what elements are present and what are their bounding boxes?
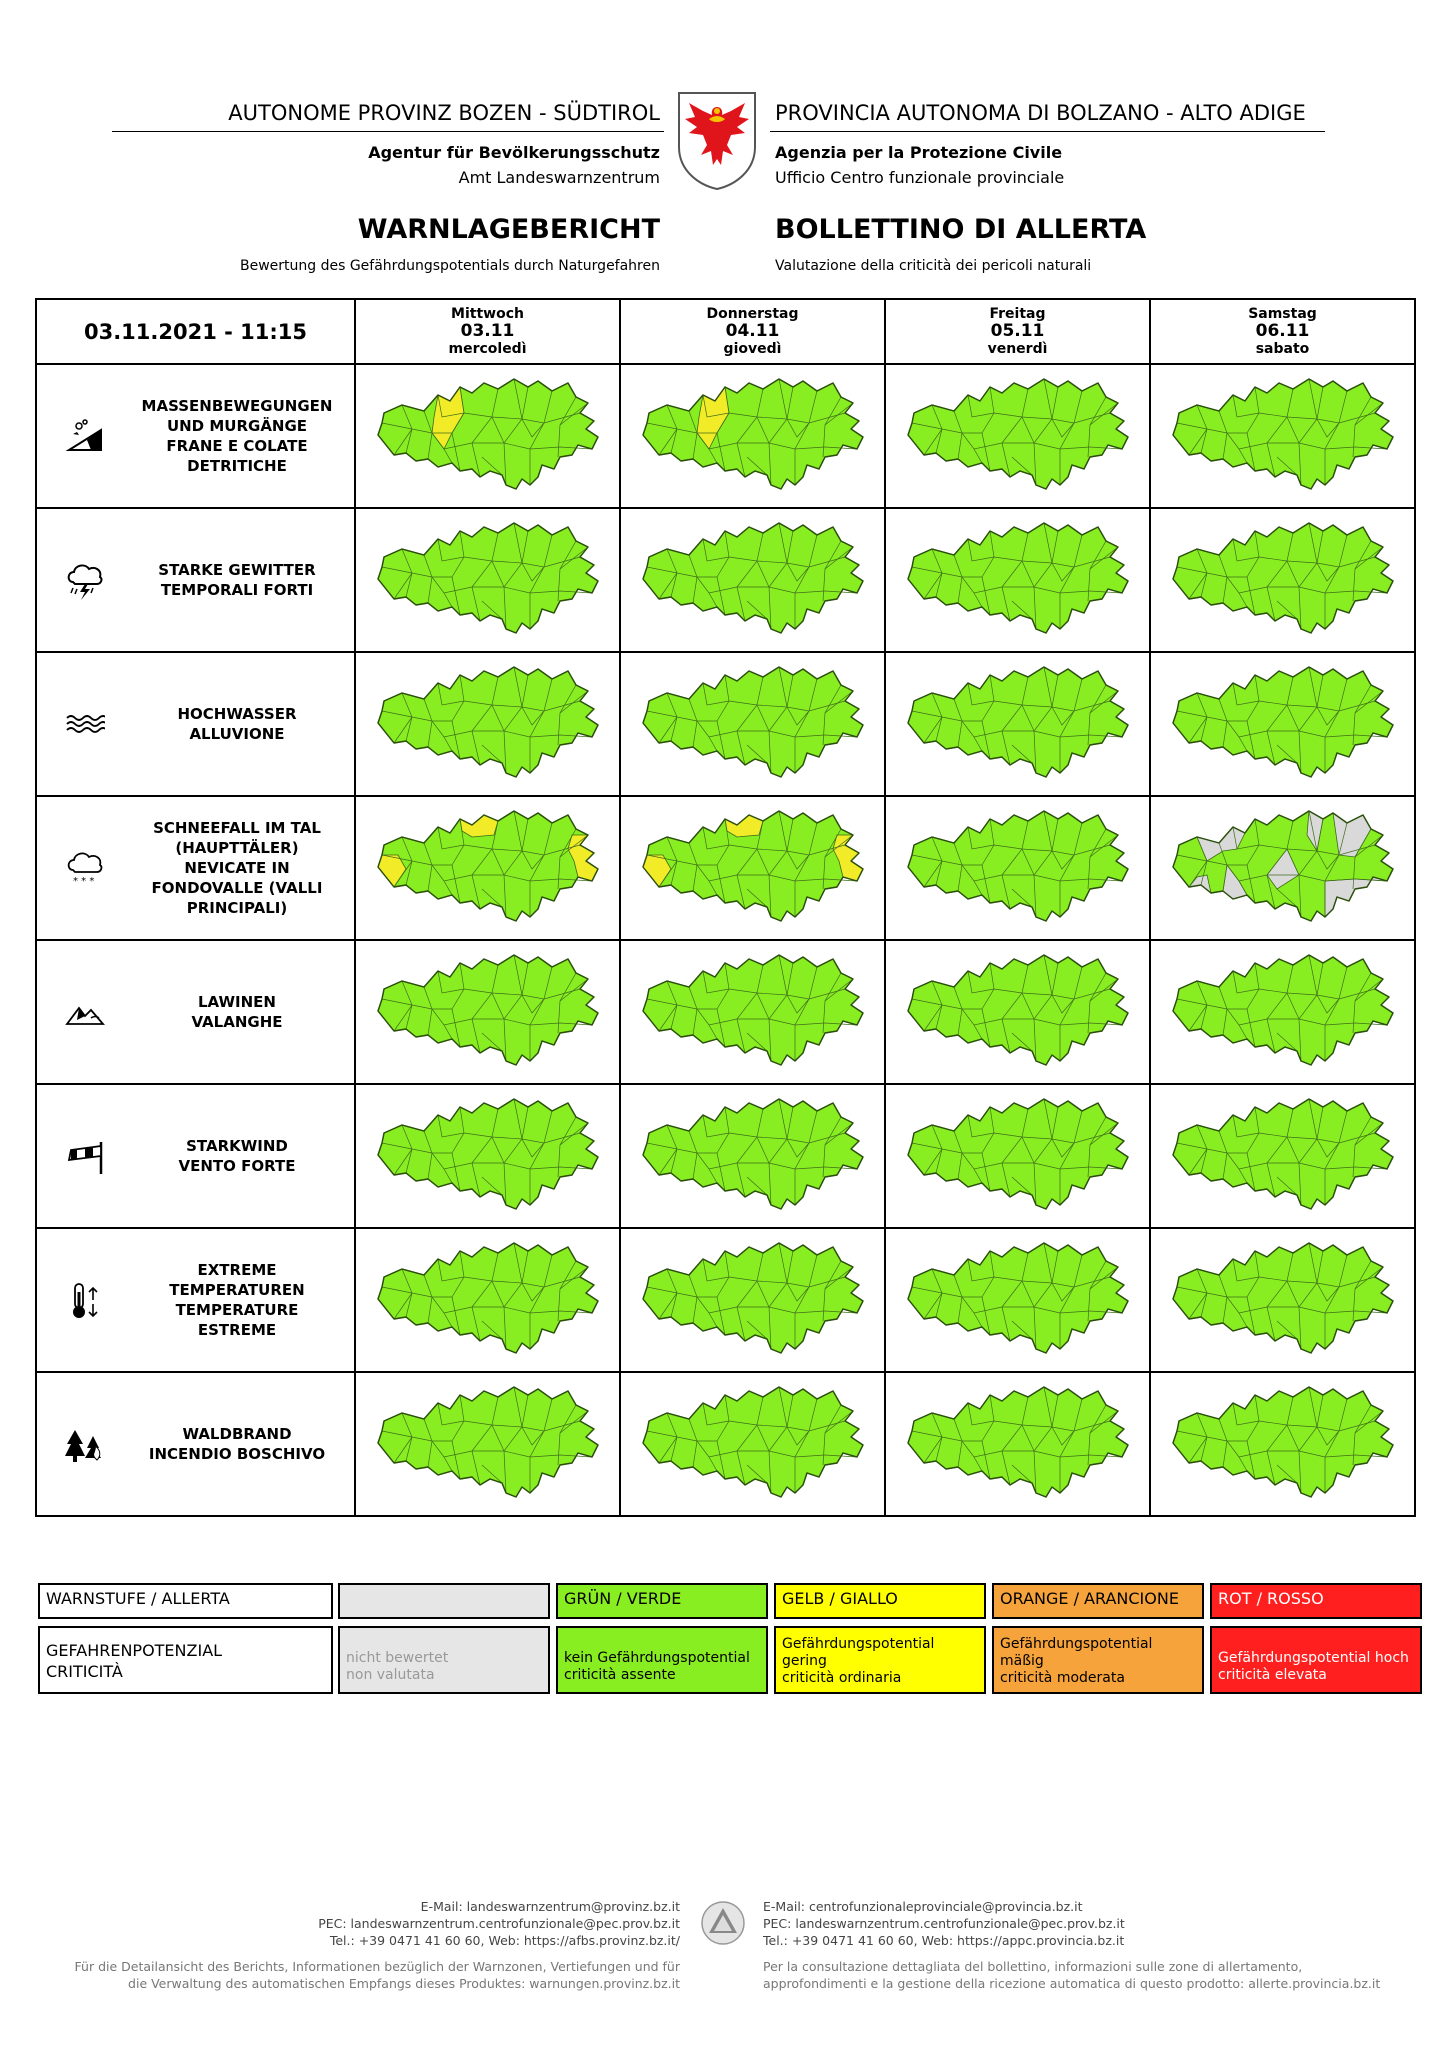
legend-level-description: [556, 1626, 768, 1694]
day-name-de: Donnerstag: [706, 305, 799, 322]
title-de: WARNLAGEBERICHT: [357, 214, 660, 245]
table-header-row: [36, 299, 1415, 364]
hazard-label-line: EXTREME: [197, 1261, 277, 1279]
map-cell: [1150, 364, 1415, 508]
hazard-map: [372, 805, 604, 927]
footer-tel-it: Tel.: +39 0471 41 60 60, Web: https://appc.provincia.bz.it: [763, 1933, 1125, 1948]
hazard-label: [137, 1424, 337, 1464]
map-cell: [355, 508, 620, 652]
map-cell: [1150, 1084, 1415, 1228]
hazard-label-line: UND MURGÄNGE: [166, 417, 308, 435]
footer-tel-de: Tel.: +39 0471 41 60 60, Web: https://afbs.provinz.bz.it/: [329, 1933, 680, 1948]
hazard-label-line: NEVICATE IN: [184, 859, 290, 877]
hazard-label-line: FONDOVALLE (VALLI: [151, 879, 323, 897]
issue-datetime: 03.11.2021 - 11:15: [36, 299, 355, 364]
map-cell: [620, 364, 885, 508]
hazard-map: [372, 661, 604, 783]
legend-warning-level-label: WARNSTUFE / ALLERTA: [38, 1583, 333, 1619]
hazard-label: [137, 1136, 337, 1176]
hazard-map: [637, 949, 869, 1071]
footer-contact-de: [40, 1898, 680, 1949]
hazard-map: [1167, 1093, 1399, 1215]
day-name-it: mercoledì: [448, 341, 527, 358]
landslide-icon: [65, 416, 105, 456]
footer-note-it: [763, 1958, 1423, 1992]
map-cell: [885, 364, 1150, 508]
hazard-map: [637, 517, 869, 639]
map-cell: [620, 796, 885, 940]
legend-description-line: criticità moderata: [1000, 1670, 1125, 1686]
hazard-label-line: TEMPORALI FORTI: [160, 581, 314, 599]
map-cell: [620, 940, 885, 1084]
day-header: [355, 299, 620, 364]
legend-criticality-label: [38, 1626, 333, 1694]
map-cell: [885, 1084, 1150, 1228]
legend-level-name: GELB / GIALLO: [774, 1583, 986, 1619]
office-name-de: Amt Landeswarnzentrum: [458, 168, 660, 187]
hazard-map: [637, 1093, 869, 1215]
hazard-row: [36, 364, 1415, 508]
hazard-map: [902, 1093, 1134, 1215]
day-name-de: Samstag: [1248, 305, 1317, 322]
hazard-cell: [36, 1084, 355, 1228]
hazard-map: [637, 373, 869, 495]
legend-description-line: kein Gefährdungspotential: [564, 1650, 750, 1666]
footer-note-de-line: Für die Detailansicht des Berichts, Informationen bezüglich der Warnzonen, Vertiefungen und für: [74, 1959, 680, 1974]
map-cell: [355, 796, 620, 940]
day-name-de: Mittwoch: [451, 305, 524, 322]
hazard-row: [36, 652, 1415, 796]
hazard-cell: [36, 1372, 355, 1516]
map-cell: [620, 1084, 885, 1228]
legend-description-line: gering: [782, 1653, 827, 1669]
day-name-it: giovedì: [723, 341, 782, 358]
legend-level-name: GRÜN / VERDE: [556, 1583, 768, 1619]
hazard-label-line: WALDBRAND: [182, 1425, 292, 1443]
hazard-map: [372, 373, 604, 495]
hazard-label: [137, 396, 337, 476]
hazard-map: [637, 805, 869, 927]
hazard-cell: [36, 508, 355, 652]
forest-fire-icon: [65, 1424, 105, 1464]
legend-level-name: ORANGE / ARANCIONE: [992, 1583, 1204, 1619]
hazard-map: [1167, 373, 1399, 495]
hazard-map: [902, 1237, 1134, 1359]
day-name-it: sabato: [1255, 341, 1310, 358]
footer-pec-de: PEC: landeswarnzentrum.centrofunzionale@pec.prov.bz.it: [318, 1916, 680, 1931]
hazard-map: [1167, 1237, 1399, 1359]
hazard-map: [637, 1237, 869, 1359]
map-cell: [1150, 508, 1415, 652]
hazard-map: [902, 373, 1134, 495]
hazard-cell: [36, 1228, 355, 1372]
hazard-label: [137, 992, 337, 1032]
map-cell: [620, 1228, 885, 1372]
hazard-cell: [36, 364, 355, 508]
agency-name-it: Agenzia per la Protezione Civile: [775, 143, 1063, 162]
footer-email-de: E-Mail: landeswarnzentrum@provinz.bz.it: [420, 1899, 680, 1914]
hazard-row: [36, 1084, 1415, 1228]
warning-table: [35, 298, 1416, 1517]
footer-note-it-line: approfondimenti e la gestione della ricezione automatica di questo prodotto: allerte.provincia.bz.it: [763, 1976, 1381, 1991]
hazard-map: [372, 1093, 604, 1215]
footer-pec-it: PEC: landeswarnzentrum.centrofunzionale@pec.prov.bz.it: [763, 1916, 1125, 1931]
legend-level-description: [338, 1626, 550, 1694]
hazard-map: [1167, 661, 1399, 783]
legend-level-description: [774, 1626, 986, 1694]
day-header: [620, 299, 885, 364]
legend-description-line: criticità ordinaria: [782, 1670, 902, 1686]
day-date: 06.11: [1255, 320, 1310, 341]
legend-criticality-label-it: CRITICITÀ: [46, 1662, 123, 1681]
hazard-map: [1167, 805, 1399, 927]
hazard-label-line: MASSENBEWEGUNGEN: [141, 397, 333, 415]
day-name-de: Freitag: [989, 305, 1046, 322]
map-zone-highlight: [1325, 877, 1387, 917]
windsock-icon: [65, 1136, 105, 1176]
footer-email-it: E-Mail: centrofunzionaleprovinciale@provincia.bz.it: [763, 1899, 1083, 1914]
hazard-label-line: INCENDIO BOSCHIVO: [148, 1445, 326, 1463]
map-cell: [355, 364, 620, 508]
hazard-label-line: VENTO FORTE: [178, 1157, 296, 1175]
footer-note-it-line: Per la consultazione dettagliata del bollettino, informazioni sulle zone di allertamento,: [763, 1959, 1303, 1974]
hazard-map: [1167, 1381, 1399, 1503]
legend-description-line: Gefährdungspotential hoch: [1218, 1650, 1409, 1666]
map-cell: [355, 1372, 620, 1516]
footer-note-de: [40, 1958, 680, 1992]
map-cell: [620, 1372, 885, 1516]
legend-description-line: mäßig: [1000, 1653, 1044, 1669]
office-name-it: Ufficio Centro funzionale provinciale: [775, 168, 1065, 187]
civil-protection-logo-icon: [700, 1900, 746, 1946]
thunderstorm-icon: [65, 560, 105, 600]
agency-name-de: Agentur für Bevölkerungsschutz: [368, 143, 660, 162]
hazard-label: [137, 560, 337, 600]
hazard-map: [1167, 949, 1399, 1071]
hazard-map: [372, 949, 604, 1071]
header-rule-right: [770, 131, 1325, 132]
day-name-it: venerdì: [987, 341, 1048, 358]
legend-description-line: Gefährdungspotential: [782, 1636, 935, 1652]
hazard-map: [902, 517, 1134, 639]
legend-level-name: [338, 1583, 550, 1619]
hazard-label-line: ALLUVIONE: [189, 725, 285, 743]
title-it: BOLLETTINO DI ALLERTA: [775, 214, 1147, 245]
map-cell: [1150, 940, 1415, 1084]
hazard-label-line: SCHNEEFALL IM TAL: [153, 819, 321, 837]
hazard-row: [36, 1228, 1415, 1372]
legend-description-line: nicht bewertet: [346, 1650, 449, 1666]
hazard-label-line: (HAUPTTÄLER): [175, 839, 299, 857]
hazard-map: [902, 805, 1134, 927]
day-header: [1150, 299, 1415, 364]
hazard-map: [902, 661, 1134, 783]
map-cell: [885, 940, 1150, 1084]
footer-note-de-line: die Verwaltung des automatischen Empfangs dieses Produktes: warnungen.provinz.bz.it: [128, 1976, 680, 1991]
hazard-label-line: LAWINEN: [198, 993, 276, 1011]
hazard-label: [137, 704, 337, 744]
map-cell: [620, 508, 885, 652]
hazard-map: [372, 1237, 604, 1359]
footer-contact-it: [763, 1898, 1423, 1949]
hazard-map: [372, 517, 604, 639]
hazard-row: [36, 796, 1415, 940]
map-cell: [885, 1228, 1150, 1372]
day-header: [885, 299, 1150, 364]
map-cell: [885, 796, 1150, 940]
hazard-label-line: HOCHWASSER: [177, 705, 297, 723]
hazard-label-line: STARKWIND: [186, 1137, 288, 1155]
day-date: 04.11: [725, 320, 780, 341]
avalanche-icon: [65, 992, 105, 1032]
hazard-map: [637, 1381, 869, 1503]
legend-description-line: non valutata: [346, 1667, 435, 1683]
map-cell: [885, 1372, 1150, 1516]
subtitle-it: Valutazione della criticità dei pericoli naturali: [775, 258, 1092, 274]
map-cell: [355, 1084, 620, 1228]
legend-level-name: ROT / ROSSO: [1210, 1583, 1422, 1619]
hazard-map: [372, 1381, 604, 1503]
legend-level-description: [1210, 1626, 1422, 1694]
map-cell: [885, 508, 1150, 652]
flood-waves-icon: [65, 704, 105, 744]
map-cell: [355, 940, 620, 1084]
hazard-label-line: VALANGHE: [191, 1013, 283, 1031]
subtitle-de: Bewertung des Gefährdungspotentials durch Naturgefahren: [239, 258, 660, 274]
hazard-label: [137, 1260, 337, 1340]
legend-description-line: criticità assente: [564, 1667, 676, 1683]
map-cell: [885, 652, 1150, 796]
day-date: 05.11: [990, 320, 1045, 341]
map-cell: [1150, 796, 1415, 940]
header-rule-left: [112, 131, 664, 132]
legend-criticality-label-de: GEFAHRENPOTENZIAL: [46, 1641, 223, 1660]
map-cell: [1150, 1228, 1415, 1372]
hazard-row: [36, 940, 1415, 1084]
hazard-label-line: FRANE E COLATE: [166, 437, 308, 455]
thermometer-icon: [65, 1280, 105, 1320]
legend-description-line: Gefährdungspotential: [1000, 1636, 1153, 1652]
map-cell: [620, 652, 885, 796]
legend-description-line: criticità elevata: [1218, 1667, 1327, 1683]
province-name-it: PROVINCIA AUTONOMA DI BOLZANO - ALTO ADIGE: [775, 101, 1306, 125]
legend-level-description: [992, 1626, 1204, 1694]
hazard-cell: [36, 652, 355, 796]
hazard-label-line: TEMPERATURE: [175, 1301, 299, 1319]
map-cell: [1150, 1372, 1415, 1516]
hazard-label: [137, 818, 337, 918]
hazard-map: [902, 1381, 1134, 1503]
map-cell: [355, 1228, 620, 1372]
hazard-label-line: DETRITICHE: [187, 457, 287, 475]
hazard-map: [1167, 517, 1399, 639]
hazard-map: [902, 949, 1134, 1071]
hazard-row: [36, 1372, 1415, 1516]
map-cell: [355, 652, 620, 796]
hazard-cell: [36, 796, 355, 940]
hazard-label-line: TEMPERATUREN: [169, 1281, 305, 1299]
province-crest-icon: [675, 89, 759, 191]
hazard-label-line: ESTREME: [197, 1321, 277, 1339]
hazard-map: [637, 661, 869, 783]
hazard-label-line: STARKE GEWITTER: [158, 561, 316, 579]
day-date: 03.11: [460, 320, 515, 341]
hazard-row: [36, 508, 1415, 652]
hazard-cell: [36, 940, 355, 1084]
map-cell: [1150, 652, 1415, 796]
hazard-label-line: PRINCIPALI): [186, 899, 288, 917]
snowfall-icon: [65, 848, 105, 888]
province-name-de: AUTONOME PROVINZ BOZEN - SÜDTIROL: [228, 101, 660, 125]
